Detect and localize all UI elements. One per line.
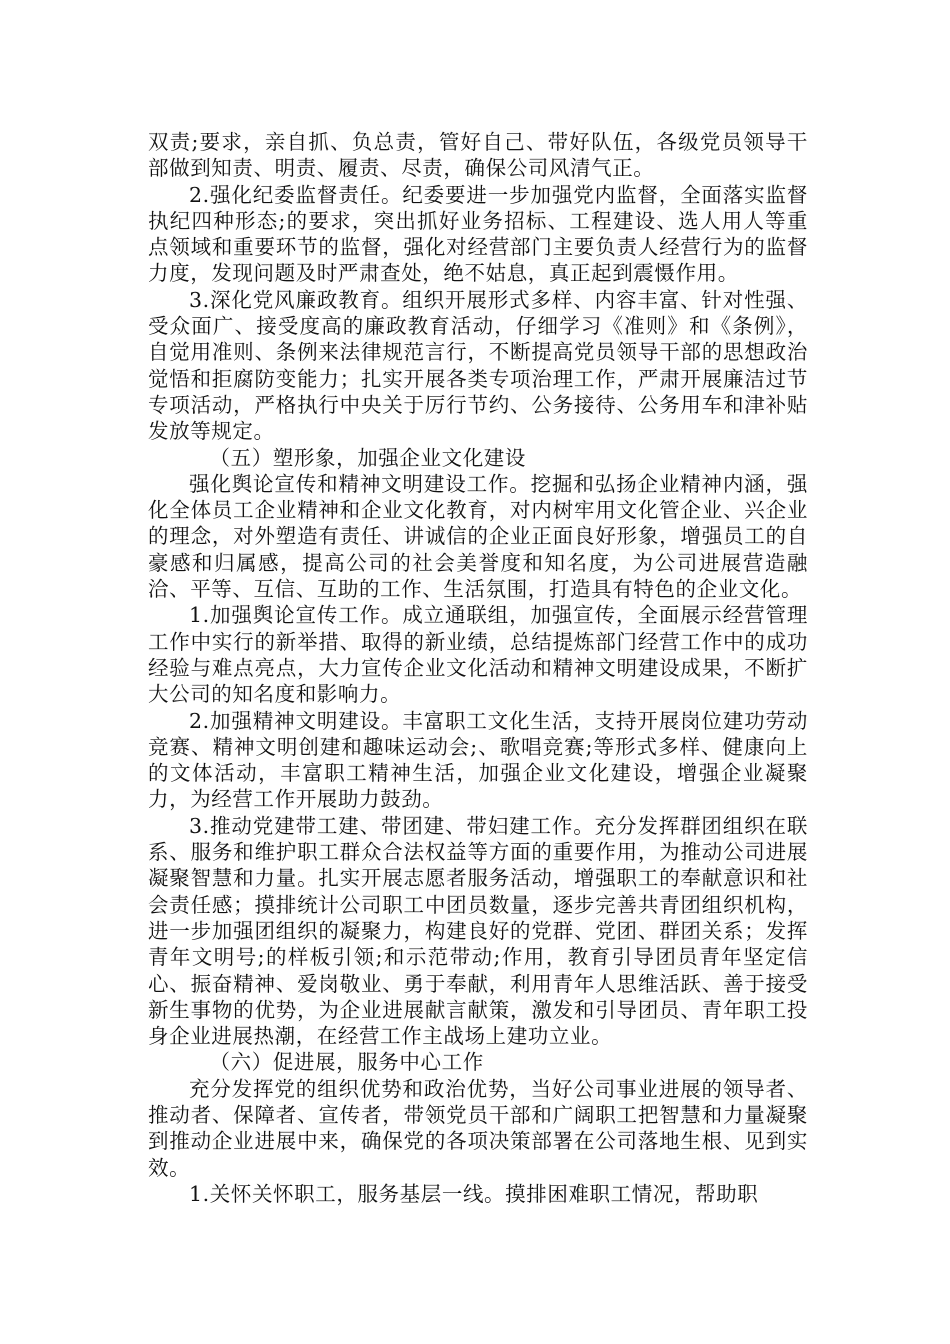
section-heading-six: （六）促进展，服务中心工作 [209,1050,484,1075]
paragraph-party-building: 3.推动党建带工建、带团建、带妇建工作。充分发挥群团组织在联系、服务和维护职工群众合法权益等方面的重要作用，为推动公司进展凝聚智慧和力量。扎实开展志愿者服务活动，增强职工的奉献意识和社会责任感；摸排统计公司职工中团员数量，逐步完善共青团组织机构，进一步加强团组织的凝聚力，构建良好的党群、党团、群团关系；发挥青年文明号;的样板引领;和示范带动;作用，教育引导团员青年坚定信心、振奋精神、爱岗敬业、勇于奉献，利用青年人思维活跃、善于接受新生事物的优势，为企业进展献言献策，激发和引导团员、青年职工投身企业进展热潮，在经营工作主战场上建功立业。 [148,813,808,1049]
paragraph-culture-intro: 强化舆论宣传和精神文明建设工作。挖掘和弘扬企业精神内涵，强化全体员工企业精神和企业文化教育，对内树牢用文化管企业、兴企业的理念，对外塑造有责任、讲诚信的企业正面良好形象，增强员工的自豪感和归属感，提高公司的社会美誉度和知名度，为公司进展营造融洽、平等、互信、互助的工作、生活氛围，打造具有特色的企业文化。 [148,471,808,602]
document-page [148,129,808,1207]
paragraph-spiritual-civilization: 2.加强精神文明建设。丰富职工文化生活，支持开展岗位建功劳动竞赛、精神文明创建和趣味运动会;、歌唱竞赛;等形式多样、健康向上的文体活动，丰富职工精神生活，加强企业文化建设，增强企业凝聚力，为经营工作开展助力鼓劲。 [148,708,808,812]
paragraph-service-intro: 充分发挥党的组织优势和政治优势，当好公司事业进展的领导者、推动者、保障者、宣传者，带领党员干部和广阔职工把智慧和力量凝聚到推动企业进展中来，确保党的各项决策部署在公司落地生根、见到实效。 [148,1076,808,1180]
section-heading-five: （五）塑形象，加强企业文化建设 [209,445,526,470]
paragraph-care-workers: 1.关怀关怀职工，服务基层一线。摸排困难职工情况，帮助职 [189,1181,759,1206]
paragraph-discipline-supervision: 2.强化纪委监督责任。纪委要进一步加强党内监督，全面落实监督执纪四种形态;的要求，突出抓好业务招标、工程建设、选人用人等重点领域和重要环节的监督，强化对经营部门主要负责人经营行为的监督力度，发现问题及时严肃查处，绝不姑息，真正起到震慑作用。 [148,182,808,286]
paragraph-integrity-education: 3.深化党风廉政教育。组织开展形式多样、内容丰富、针对性强、受众面广、接受度高的廉政教育活动，仔细学习《准则》和《条例》，自觉用准则、条例来法律规范言行，不断提高党员领导干部的思想政治觉悟和拒腐防变能力；扎实开展各类专项治理工作，严肃开展廉洁过节专项活动，严格执行中央关于厉行节约、公务接待、公务用车和津补贴发放等规定。 [148,287,808,444]
paragraph-publicity: 1.加强舆论宣传工作。成立通联组，加强宣传，全面展示经营管理工作中实行的新举措、取得的新业绩，总结提炼部门经营工作中的成功经验与难点亮点，大力宣传企业文化活动和精神文明建设成果，不断扩大公司的知名度和影响力。 [148,603,808,707]
paragraph-continuation: 双责;要求，亲自抓、负总责，管好自己、带好队伍，各级党员领导干部做到知责、明责、履责、尽责，确保公司风清气正。 [148,130,808,181]
